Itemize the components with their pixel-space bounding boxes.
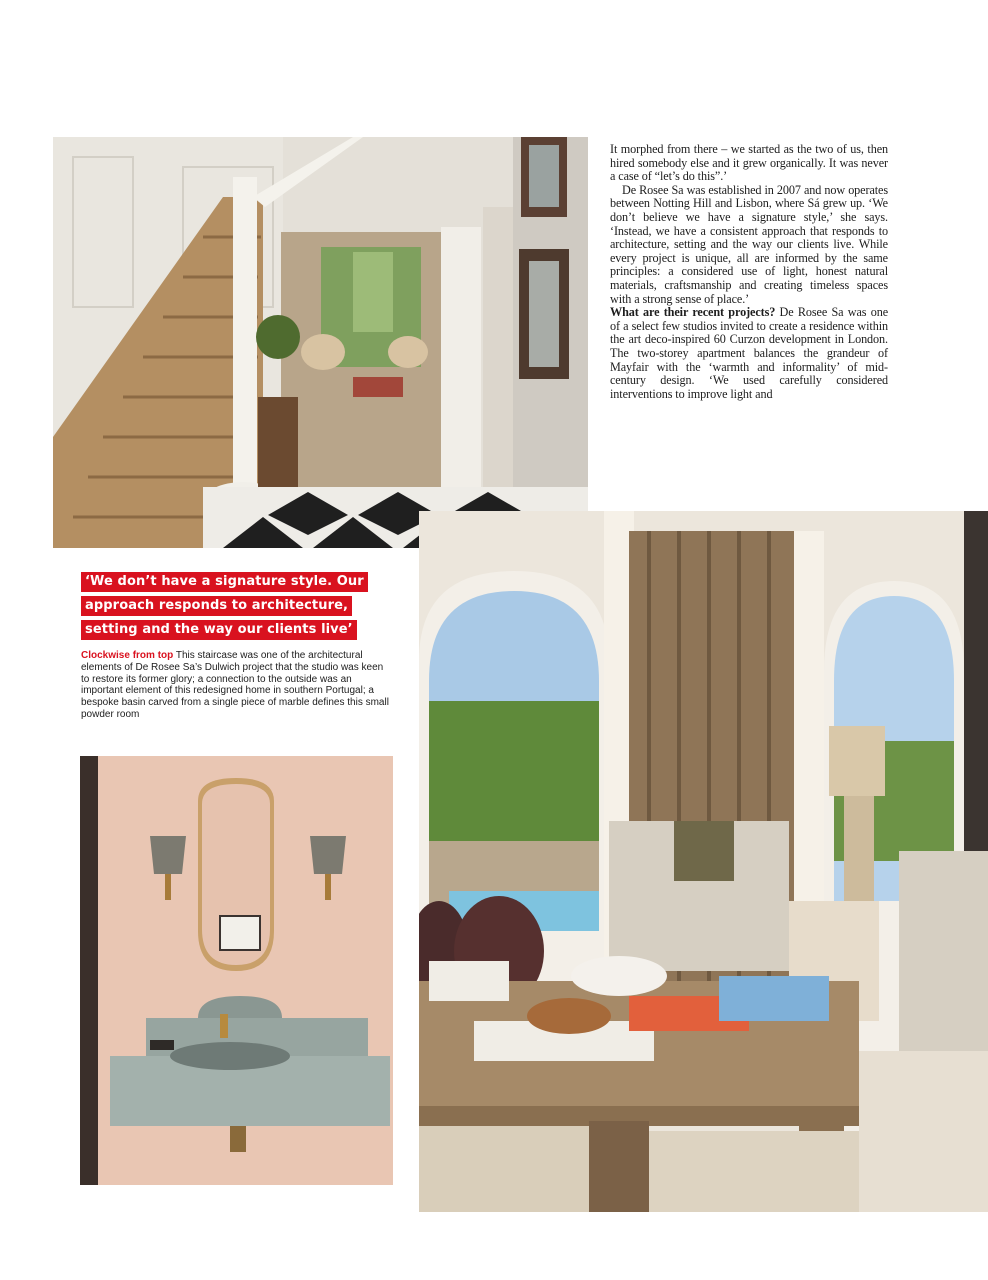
- body-paragraph-3: What are their recent projects? De Rosee Sa was one of a select few studios invited to create a residence within the art deco-inspired 60 Curzon development in London. The two-storey apartment balances the grandeur of Mayfair with the ‘warmth and informality’ of mid-century design. ‘We used carefully considered interventions to improve light and: [610, 305, 889, 401]
- caption-lead: Clockwise from top: [81, 650, 174, 661]
- pull-quote-line: setting and the way our clients live’: [81, 620, 357, 640]
- staircase-photo: [53, 137, 588, 548]
- question-heading: What are their recent projects?: [610, 305, 776, 320]
- photo-caption: [81, 650, 393, 721]
- pull-quote: [81, 570, 401, 642]
- pull-quote-line: ‘We don’t have a signature style. Our: [81, 572, 368, 592]
- pull-quote-line: approach responds to architecture,: [81, 596, 352, 616]
- powder-room-photo: [80, 756, 393, 1185]
- body-paragraph-2: De Rosee Sa was established in 2007 and now operates between Notting Hill and Lisbon, where Sá grew up. ‘We don’t believe we have a signature style,’ she says. ‘Instead, we have a consistent approach that responds to architecture, setting and the way our clients live. While every project is unique, all are informed by the same principles: a considered use of light, honest natural materials, craftsmanship and creating timeless spaces with a strong sense of place.’: [610, 182, 888, 306]
- living-room-photo: [419, 511, 988, 1212]
- article-body: [610, 143, 888, 401]
- body-paragraph-1: It morphed from there – we started as the two of us, then hired somebody else and it grew organically. It was never a case of “let’s do this”.’: [610, 142, 888, 184]
- caption-text: This staircase was one of the architectural elements of De Rosee Sa’s Dulwich project that the studio was keen to restore its former glory; a connection to the outside was an important element of this redesigned home in southern Portugal; a bespoke basin carved from a single piece of marble defines this small powder room: [81, 650, 389, 720]
